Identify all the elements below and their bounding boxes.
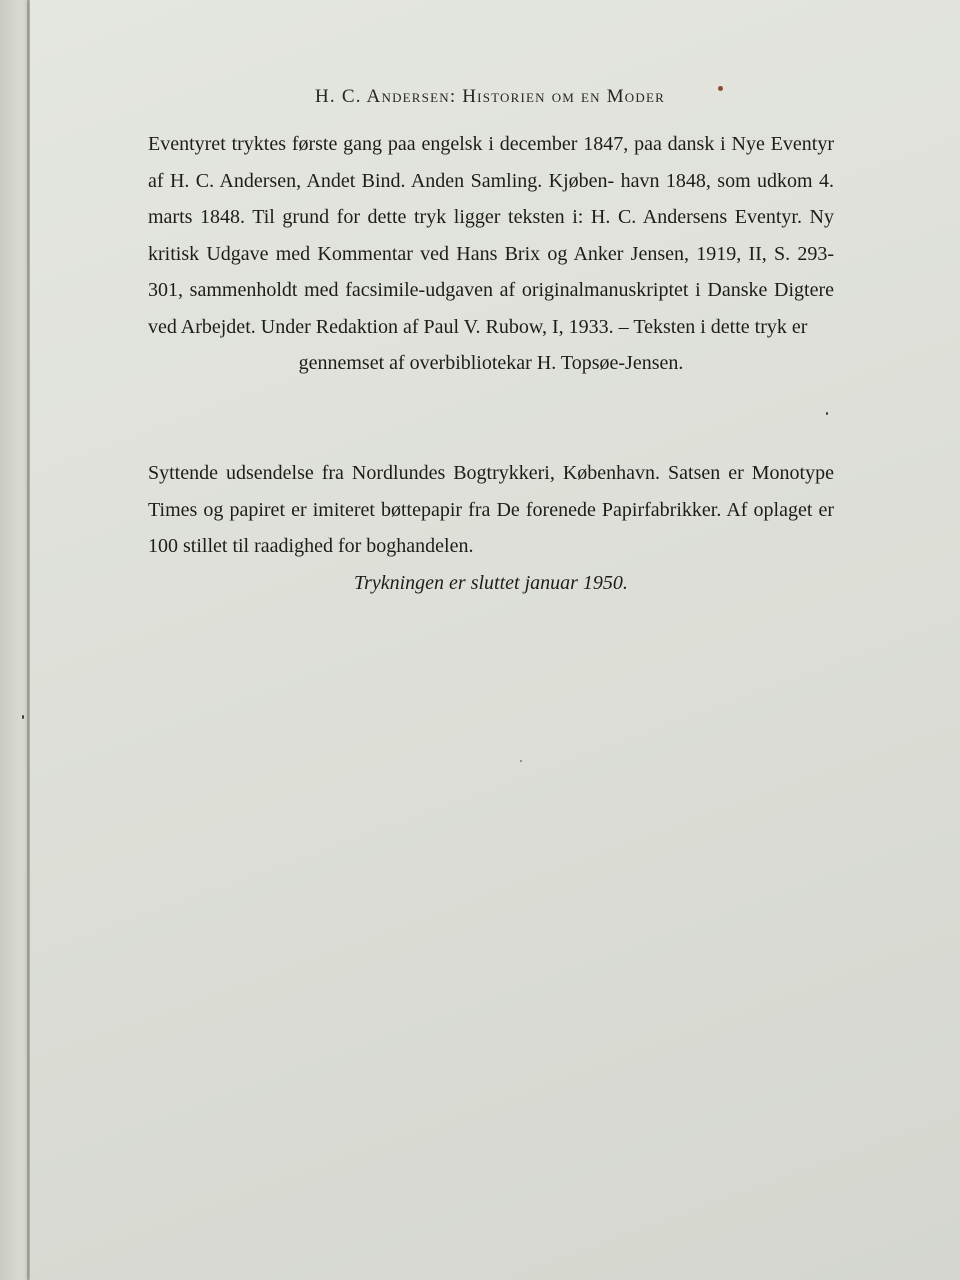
book-binding-edge [0,0,30,1280]
page-edge-line [27,0,29,1280]
paragraph-line: Under Redaktion af Paul V. Rubow, I, 1933. – Teksten i dette tryk er [260,315,808,338]
paragraph-line: Syttende udsendelse fra Nordlundes Bogtrykkeri, København. Satsen [148,462,729,484]
paragraph-line: Eventyret tryktes første gang paa engelsk i december 1847, paa dansk i [148,133,732,155]
paragraph-line: Papirfabrikker. Af oplaget er 100 stillet til raadighed for boghandelen. [148,498,834,557]
colophon-paragraph-printing-details [148,455,834,565]
paper-speck [520,760,522,762]
paper-speck [826,412,828,415]
colophon-heading: H. C. Andersen: Historien om en Moder [315,86,665,107]
paper-speck [22,715,24,719]
colophon-paragraph-publication-history [148,126,834,382]
paragraph-line: facsimile-udgaven af originalmanuskriptet i Danske Digtere ved Arbejdet. [148,279,835,338]
paragraph-line: Nye Eventyr af H. C. Andersen, Andet Bind. Anden Samling. Kjøben- [148,133,834,192]
paragraph-line: havn 1848, som udkom 4. marts 1848. Til grund for dette tryk ligger [148,169,835,228]
paragraph-line: er Monotype Times og papiret er imiteret bøttepapir fra De forenede [148,462,834,521]
colophon-printing-date: Trykningen er sluttet januar 1950. [354,572,628,594]
paragraph-line: ved Hans Brix og Anker Jensen, 1919, II, S. 293-301, sammenholdt med [148,242,834,301]
paragraph-line: gennemset af overbibliotekar H. Topsøe-Jensen. [298,352,684,374]
paragraph-line: teksten i: H. C. Andersens Eventyr. Ny kritisk Udgave med Kommentar [148,206,834,265]
paper-speck [718,86,723,91]
